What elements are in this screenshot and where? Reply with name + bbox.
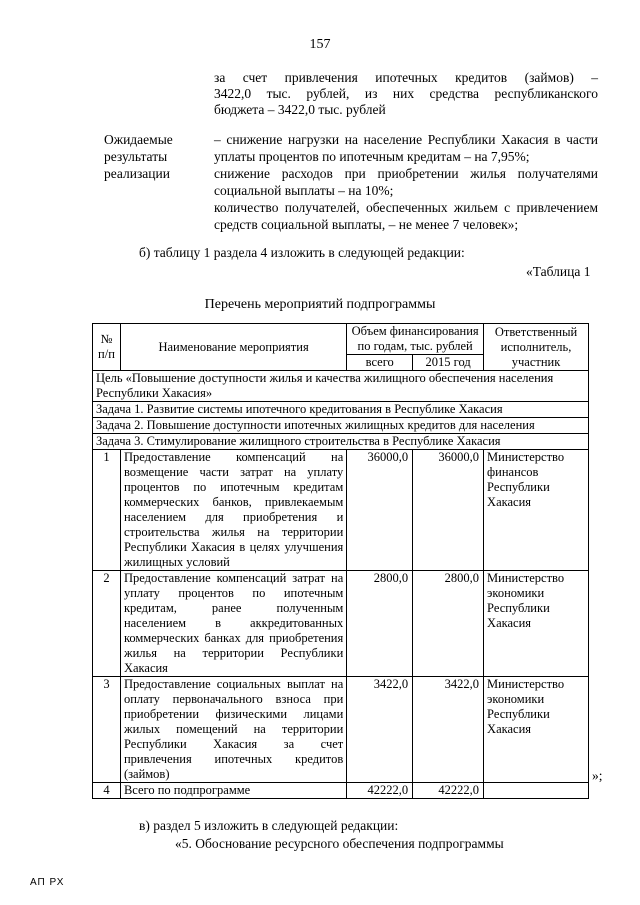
results-line: социальной выплаты – на 10%; <box>214 183 394 198</box>
row-num: 2 <box>93 571 121 677</box>
header-total: всего <box>347 355 413 371</box>
row-total: 42222,0 <box>347 783 413 799</box>
row-year: 36000,0 <box>413 450 484 571</box>
row-name: Предоставление компенсаций на возмещение части затрат на уплату процентов по ипотечным кредитам коммерческих банков, привлекаемым населением для приобретения и строительства жилья на территории Республики Хакасия в целях улучшения жилищных условий <box>120 450 346 571</box>
task-cell: Задача 1. Развитие системы ипотечного кредитования в Республике Хакасия <box>93 402 589 418</box>
row-num: 3 <box>93 677 121 783</box>
row-name: Всего по подпрограмме <box>120 783 346 799</box>
row-total: 36000,0 <box>347 450 413 571</box>
closing-quote: »; <box>592 768 603 783</box>
row-responsible: Министерство экономики Республики Хакасия <box>484 571 589 677</box>
page-number: 157 <box>309 37 331 52</box>
row-responsible <box>484 783 589 799</box>
task-cell: Задача 2. Повышение доступности ипотечных жилищных кредитов для населения <box>93 418 589 434</box>
table-row <box>93 571 589 677</box>
funding-line: за счет привлечения ипотечных кредитов (займов) – <box>214 70 598 85</box>
label-line: результаты <box>104 149 168 164</box>
header-year: 2015 год <box>413 355 484 371</box>
table-reference: «Таблица 1 <box>526 264 591 279</box>
header-funding: Объем финансирования по годам, тыс. рублей <box>347 324 484 355</box>
table-row <box>93 450 589 571</box>
header-num: № п/п <box>93 324 121 371</box>
header-name: Наименование мероприятия <box>120 324 346 371</box>
funding-text-block <box>214 69 598 117</box>
row-num: 4 <box>93 783 121 799</box>
row-responsible: Министерство финансов Республики Хакасия <box>484 450 589 571</box>
results-line: средств социальной выплаты, – не менее 7 человек»; <box>214 217 519 232</box>
paragraph-b: б) таблицу 1 раздела 4 изложить в следующей редакции: <box>139 245 465 260</box>
row-total: 3422,0 <box>347 677 413 783</box>
header-responsible: Ответственный исполнитель, участник <box>484 324 589 371</box>
row-year: 3422,0 <box>413 677 484 783</box>
task-row <box>93 434 589 450</box>
footer-code: АП РХ <box>30 877 65 888</box>
funding-line: бюджета – 3422,0 тыс. рублей <box>214 102 386 117</box>
table-title: Перечень мероприятий подпрограммы <box>204 297 436 312</box>
section-5-title: «5. Обоснование ресурсного обеспечения подпрограммы <box>175 836 504 851</box>
funding-line: 3422,0 тыс. рублей, из них средства республиканского <box>214 86 598 101</box>
results-line: уплаты процентов по ипотечным кредитам – на 7,95%; <box>214 149 530 164</box>
goal-row <box>93 371 589 402</box>
row-total: 2800,0 <box>347 571 413 677</box>
row-name: Предоставление социальных выплат на оплату первоначального взноса при приобретении физическими лицами жилых помещений на территории Республики Хакасия за счет привлечения ипотечных кредитов (займов) <box>120 677 346 783</box>
goal-cell: Цель «Повышение доступности жилья и качества жилищного обеспечения населения Республики Хакасия» <box>93 371 589 402</box>
table-row <box>93 677 589 783</box>
results-line: снижение расходов при приобретении жилья получателями <box>214 166 598 181</box>
table-header-row <box>93 324 589 355</box>
task-row <box>93 418 589 434</box>
results-line: количество получателей, обеспеченных жильем с привлечением <box>214 200 598 215</box>
expected-results-text <box>214 131 598 233</box>
row-year: 2800,0 <box>413 571 484 677</box>
paragraph-v: в) раздел 5 изложить в следующей редакции: <box>139 818 399 833</box>
expected-results-label <box>104 131 204 182</box>
row-year: 42222,0 <box>413 783 484 799</box>
row-responsible: Министерство экономики Республики Хакасия <box>484 677 589 783</box>
row-num: 1 <box>93 450 121 571</box>
label-line: Ожидаемые <box>104 132 173 147</box>
table-total-row <box>93 783 589 799</box>
task-cell: Задача 3. Стимулирование жилищного строительства в Республике Хакасия <box>93 434 589 450</box>
row-name: Предоставление компенсаций затрат на уплату процентов по ипотечным кредитам, ранее полученным населением в аккредитованных коммерческих банках для приобретения жилья на территории Республики Хакасия <box>120 571 346 677</box>
results-line: – снижение нагрузки на население Республики Хакасия в части <box>214 132 598 147</box>
label-line: реализации <box>104 166 170 181</box>
task-row <box>93 402 589 418</box>
measures-table <box>92 323 589 799</box>
